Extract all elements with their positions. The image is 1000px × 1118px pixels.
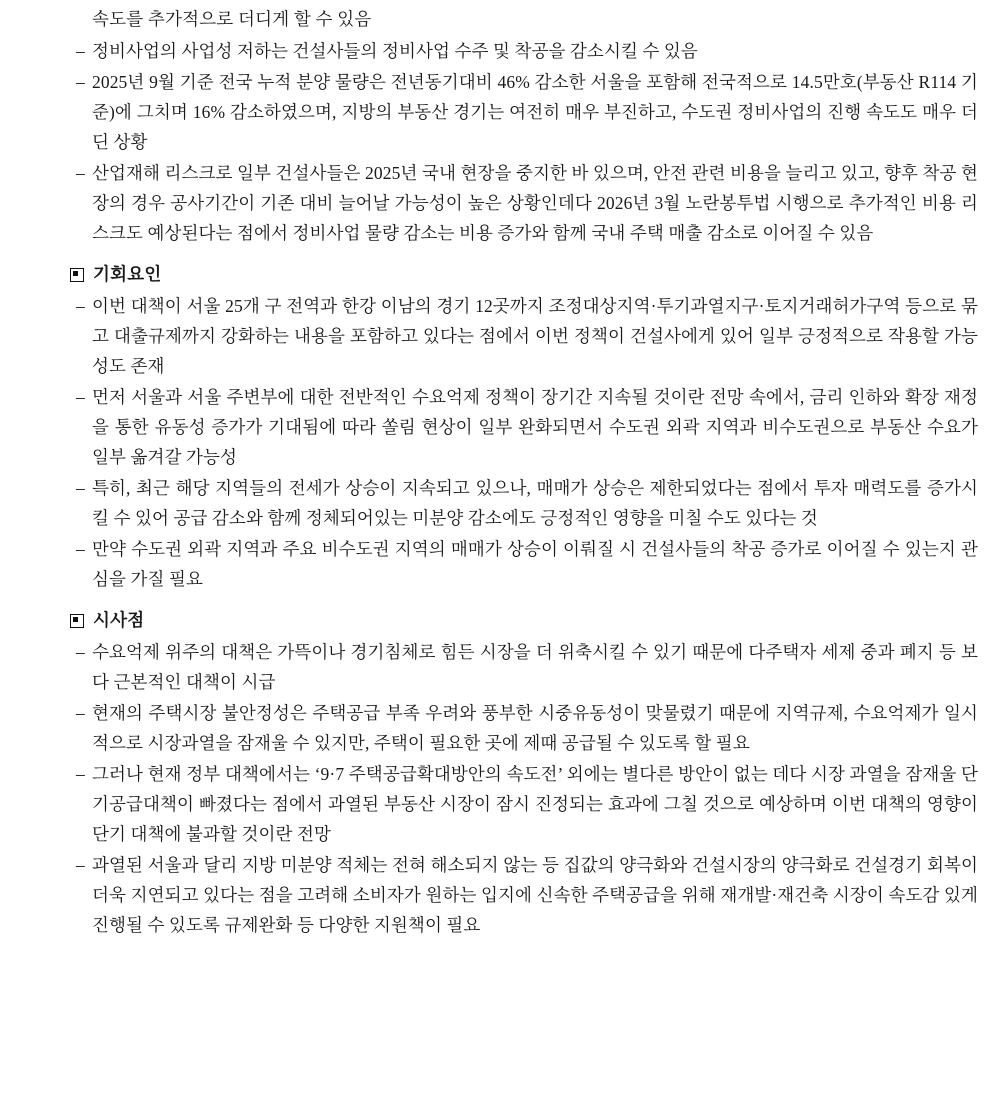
dash-bullet-icon: – (76, 163, 85, 183)
list-item (70, 534, 978, 594)
list-item (70, 850, 978, 940)
section-heading-opportunity (70, 261, 978, 287)
section-title: 시사점 (93, 610, 145, 630)
list-item (70, 291, 978, 381)
square-bullet-icon (70, 614, 84, 628)
list-item-text: 2025년 9월 기준 전국 누적 분양 물량은 전년동기대비 46% 감소한 서울을 포함해 전국적으로 14.5만호(부동산 R114 기준)에 그치며 16% 감소하였으며, 지방의 부동산 경기는 여전히 매우 부진하고, 수도권 정비사업의 진행 속도도 매우 더딘 상황 (92, 72, 978, 152)
list-item (70, 158, 978, 248)
list-item (70, 637, 978, 697)
list-item-text: 먼저 서울과 서울 주변부에 대한 전반적인 수요억제 정책이 장기간 지속될 것이란 전망 속에서, 금리 인하와 확장 재정을 통한 유동성 증가가 기대됨에 따라 쏠림 현상이 일부 완화되면서 수도권 외곽 지역과 비수도권으로 부동산 수요가 일부 옮겨갈 가능성 (92, 387, 978, 467)
list-item (70, 36, 978, 66)
dash-bullet-icon: – (76, 642, 85, 662)
dash-bullet-icon: – (76, 539, 85, 559)
list-item (70, 698, 978, 758)
list-item-text: 특히, 최근 해당 지역들의 전세가 상승이 지속되고 있으나, 매매가 상승은 제한되었다는 점에서 투자 매력도를 증가시킬 수 있어 공급 감소와 함께 정체되어있는 미분양 감소에도 긍정적인 영향을 미칠 수도 있다는 것 (92, 478, 978, 528)
list-item-text: 정비사업의 사업성 저하는 건설사들의 정비사업 수주 및 착공을 감소시킬 수 있음 (92, 41, 698, 61)
list-item-text: 이번 대책이 서울 25개 구 전역과 한강 이남의 경기 12곳까지 조정대상지역·투기과열지구·토지거래허가구역 등으로 묶고 대출규제까지 강화하는 내용을 포함하고 있다는 점에서 이번 정책이 건설사에게 있어 일부 긍정적으로 작용할 가능성도 존재 (92, 296, 978, 376)
dash-bullet-icon: – (76, 296, 85, 316)
list-item (70, 473, 978, 533)
list-item-text: 산업재해 리스크로 일부 건설사들은 2025년 국내 현장을 중지한 바 있으며, 안전 관련 비용을 늘리고 있고, 향후 착공 현장의 경우 공사기간이 기존 대비 늘어날 가능성이 높은 상황인데다 2026년 3월 노란봉투법 시행으로 추가적인 비용 리스크도 예상된다는 점에서 정비사업 물량 감소는 비용 증가와 함께 국내 주택 매출 감소로 이어질 수 있음 (92, 163, 978, 243)
dash-bullet-icon: – (76, 72, 85, 92)
square-bullet-icon (70, 268, 84, 282)
list-item-text: 과열된 서울과 달리 지방 미분양 적체는 전혀 해소되지 않는 등 집값의 양극화와 건설시장의 양극화로 건설경기 회복이 더욱 지연되고 있다는 점을 고려해 소비자가 원하는 입지에 신속한 주택공급을 위해 재개발·재건축 시장이 속도감 있게 진행될 수 있도록 규제완화 등 다양한 지원책이 필요 (92, 855, 978, 935)
dash-bullet-icon: – (76, 855, 85, 875)
continuation-paragraph: 속도를 추가적으로 더디게 할 수 있음 (92, 9, 372, 29)
dash-bullet-icon: – (76, 478, 85, 498)
section-title: 기회요인 (93, 264, 162, 284)
list-item-text: 현재의 주택시장 불안정성은 주택공급 부족 우려와 풍부한 시중유동성이 맞물렸기 때문에 지역규제, 수요억제가 일시적으로 시장과열을 잠재울 수 있지만, 주택이 필요한 곳에 제때 공급될 수 있도록 할 필요 (92, 703, 978, 753)
list-item (70, 382, 978, 472)
section-heading-implications (70, 607, 978, 633)
dash-bullet-icon: – (76, 41, 85, 61)
list-item (70, 759, 978, 849)
dash-bullet-icon: – (76, 764, 85, 784)
list-item-text: 그러나 현재 정부 대책에서는 ‘9·7 주택공급확대방안의 속도전’ 외에는 별다른 방안이 없는 데다 시장 과열을 잠재울 단기공급대책이 빠졌다는 점에서 과열된 부동산 시장이 잠시 진정되는 효과에 그칠 것으로 예상하며 이번 대책의 영향이 단기 대책에 불과할 것이란 전망 (92, 764, 978, 844)
list-item-text: 수요억제 위주의 대책은 가뜩이나 경기침체로 힘든 시장을 더 위축시킬 수 있기 때문에 다주택자 세제 중과 폐지 등 보다 근본적인 대책이 시급 (92, 642, 978, 692)
list-item-text: 만약 수도권 외곽 지역과 주요 비수도권 지역의 매매가 상승이 이뤄질 시 건설사들의 착공 증가로 이어질 수 있는지 관심을 가질 필요 (92, 539, 978, 589)
list-item (70, 67, 978, 157)
dash-bullet-icon: – (76, 387, 85, 407)
dash-bullet-icon: – (76, 703, 85, 723)
